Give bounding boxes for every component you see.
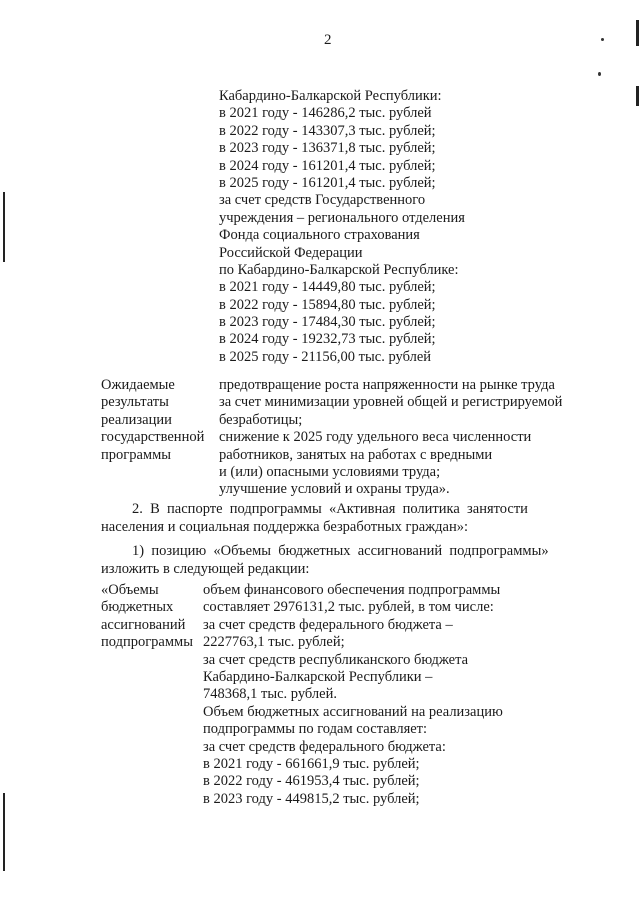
text-line: за счет средств Государственного <box>219 192 426 209</box>
label-line: бюджетных <box>101 599 174 616</box>
label-line: результаты <box>101 394 169 411</box>
label-line: государственной <box>101 429 205 446</box>
text-line: снижение к 2025 году удельного веса численности <box>219 429 532 446</box>
budget-volumes-text <box>203 582 503 808</box>
text-line: учреждения – регионального отделения <box>219 209 465 226</box>
paragraph-3-line-1: 1) позицию «Объемы бюджетных ассигнований подпрограммы» <box>132 543 549 559</box>
text-line: Фонда социального страхования <box>219 227 420 244</box>
label-line: ассигнований <box>101 616 186 633</box>
page-number: 2 <box>324 32 332 48</box>
text-line: за счет средств федерального бюджета – <box>203 616 453 633</box>
text-line: в 2022 году - 461953,4 тыс. рублей; <box>203 773 420 790</box>
text-line: в 2024 году - 19232,73 тыс. рублей; <box>219 331 436 348</box>
funding-block-1 <box>219 88 465 366</box>
text-line: по Кабардино-Балкарской Республике: <box>219 261 459 278</box>
label-line: «Объемы <box>101 582 159 598</box>
text-line: подпрограммы по годам составляет: <box>203 721 428 738</box>
text-line: Объем бюджетных ассигнований на реализацию <box>203 703 503 720</box>
text-line: 748368,1 тыс. рублей. <box>203 686 337 703</box>
text-line: в 2023 году - 136371,8 тыс. рублей; <box>219 140 436 157</box>
text-line: в 2025 году - 161201,4 тыс. рублей; <box>219 174 436 191</box>
label-line: Ожидаемые <box>101 377 175 393</box>
scan-mark-left-bottom <box>3 793 5 871</box>
label-line: реализации <box>101 411 172 428</box>
text-line: за счет средств федерального бюджета: <box>203 738 446 755</box>
text-line: за счет минимизации уровней общей и регистрируемой <box>219 394 563 411</box>
text-line: в 2021 году - 14449,80 тыс. рублей; <box>219 279 436 296</box>
text-line: Кабардино-Балкарской Республики: <box>219 88 442 104</box>
text-line: в 2023 году - 449815,2 тыс. рублей; <box>203 790 420 807</box>
budget-volumes-label <box>101 582 193 652</box>
text-line: составляет 2976131,2 тыс. рублей, в том числе: <box>203 599 494 616</box>
text-line: Кабардино-Балкарской Республики – <box>203 668 433 685</box>
scan-mark-right-middle <box>636 86 639 106</box>
scan-mark-left-top <box>3 192 5 262</box>
text-line: улучшение условий и охраны труда». <box>219 481 450 498</box>
paragraph-3-line-2: изложить в следующей редакции: <box>101 561 310 577</box>
scan-mark-right-top <box>636 20 639 46</box>
paragraph-2-line-1: 2. В паспорте подпрограммы «Активная политика занятости <box>132 501 528 517</box>
expected-results-label <box>101 377 204 464</box>
text-line: Российской Федерации <box>219 244 363 261</box>
text-line: безработицы; <box>219 411 303 428</box>
text-line: работников, занятых на работах с вредными <box>219 446 493 463</box>
text-line: объем финансового обеспечения подпрограммы <box>203 582 501 598</box>
text-line: в 2023 году - 17484,30 тыс. рублей; <box>219 314 436 331</box>
text-line: в 2022 году - 143307,3 тыс. рублей; <box>219 122 436 139</box>
label-line: подпрограммы <box>101 634 193 651</box>
expected-results-text <box>219 377 562 499</box>
text-line: и (или) опасными условиями труда; <box>219 463 441 480</box>
text-line: в 2025 году - 21156,00 тыс. рублей <box>219 348 432 365</box>
paragraph-2-line-2: населения и социальная поддержка безработных граждан»: <box>101 519 469 535</box>
text-line: предотвращение роста напряженности на рынке труда <box>219 377 555 393</box>
scan-dot <box>598 72 601 76</box>
scan-dot <box>601 38 604 41</box>
text-line: в 2021 году - 661661,9 тыс. рублей; <box>203 755 420 772</box>
text-line: за счет средств республиканского бюджета <box>203 651 469 668</box>
text-line: в 2022 году - 15894,80 тыс. рублей; <box>219 296 436 313</box>
text-line: в 2021 году - 146286,2 тыс. рублей <box>219 105 432 122</box>
text-line: 2227763,1 тыс. рублей; <box>203 634 345 651</box>
text-line: в 2024 году - 161201,4 тыс. рублей; <box>219 157 436 174</box>
label-line: программы <box>101 446 171 463</box>
